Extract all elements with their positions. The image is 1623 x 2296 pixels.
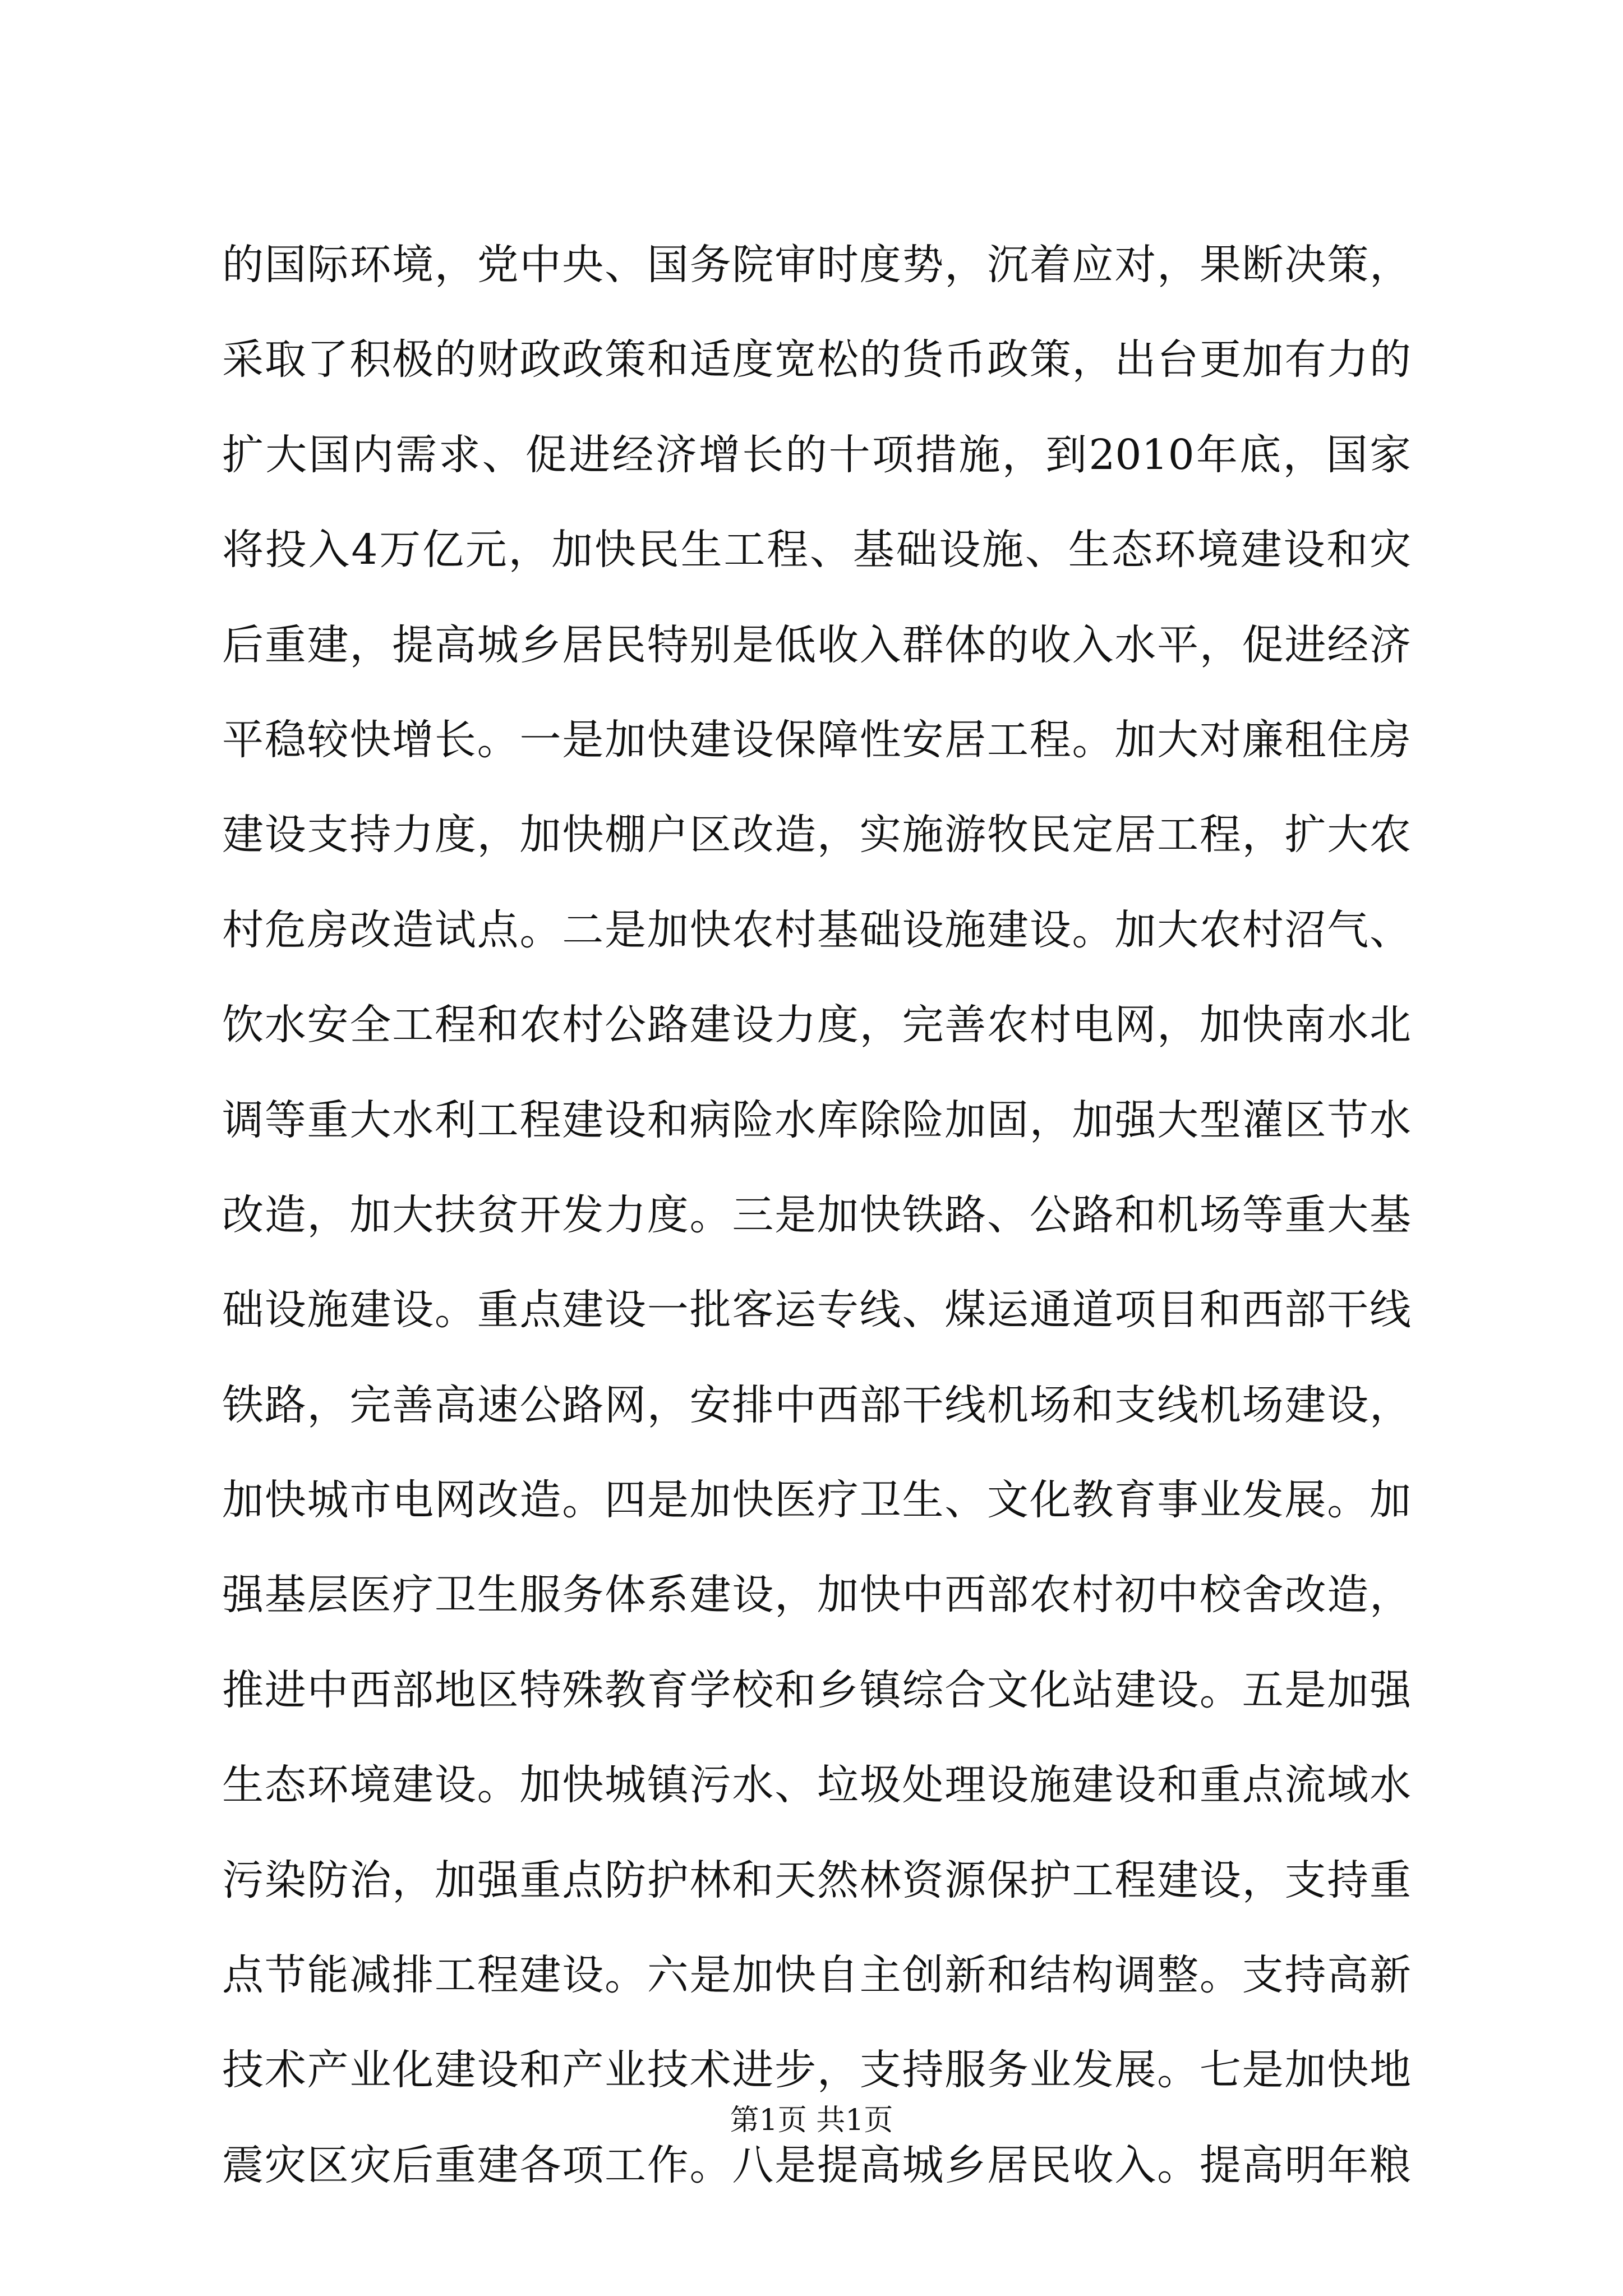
text-line: 扩大国内需求、促进经济增长的十项措施，到2010年底，国家	[222, 430, 1411, 479]
text-line: 的国际环境，党中央、国务院审时度势，沉着应对，果断决策，	[222, 241, 1411, 289]
text-line: 饮水安全工程和农村公路建设力度，完善农村电网，加快南水北	[222, 1001, 1411, 1050]
text-line: 将投入4万亿元，加快民生工程、基础设施、生态环境建设和灾	[222, 526, 1411, 574]
text-line: 生态环境建设。加快城镇污水、垃圾处理设施建设和重点流域水	[222, 1761, 1411, 1810]
text-line: 铁路，完善高速公路网，安排中西部干线机场和支线机场建设，	[222, 1381, 1411, 1429]
text-line: 强基层医疗卫生服务体系建设，加快中西部农村初中校舍改造，	[222, 1571, 1411, 1619]
text-line: 点节能减排工程建设。六是加快自主创新和结构调整。支持高新	[222, 1951, 1411, 2000]
text-line: 础设施建设。重点建设一批客运专线、煤运通道项目和西部干线	[222, 1286, 1411, 1335]
text-line: 平稳较快增长。一是加快建设保障性安居工程。加大对廉租住房	[222, 715, 1411, 764]
text-line: 改造，加大扶贫开发力度。三是加快铁路、公路和机场等重大基	[222, 1190, 1411, 1239]
text-line: 调等重大水利工程建设和病险水库除险加固，加强大型灌区节水	[222, 1096, 1411, 1144]
text-line: 震灾区灾后重建各项工作。八是提高城乡居民收入。提高明年粮	[222, 2141, 1411, 2189]
text-line: 污染防治，加强重点防护林和天然林资源保护工程建设，支持重	[222, 1856, 1411, 1904]
text-line: 推进中西部地区特殊教育学校和乡镇综合文化站建设。五是加强	[222, 1665, 1411, 1714]
page-footer	[0, 2098, 1623, 2143]
page-number: 第1页 共1页	[730, 2104, 893, 2137]
text-line: 加快城市电网改造。四是加快医疗卫生、文化教育事业发展。加	[222, 1476, 1411, 1525]
text-line: 采取了积极的财政政策和适度宽松的货币政策，出台更加有力的	[222, 335, 1411, 384]
text-line: 后重建，提高城乡居民特别是低收入群体的收入水平，促进经济	[222, 620, 1411, 669]
text-line: 村危房改造试点。二是加快农村基础设施建设。加大农村沼气、	[222, 905, 1411, 954]
text-line: 建设支持力度，加快棚户区改造，实施游牧民定居工程，扩大农	[222, 811, 1411, 859]
text-line: 技术产业化建设和产业技术进步，支持服务业发展。七是加快地	[222, 2046, 1411, 2095]
body-text	[222, 218, 1411, 2213]
